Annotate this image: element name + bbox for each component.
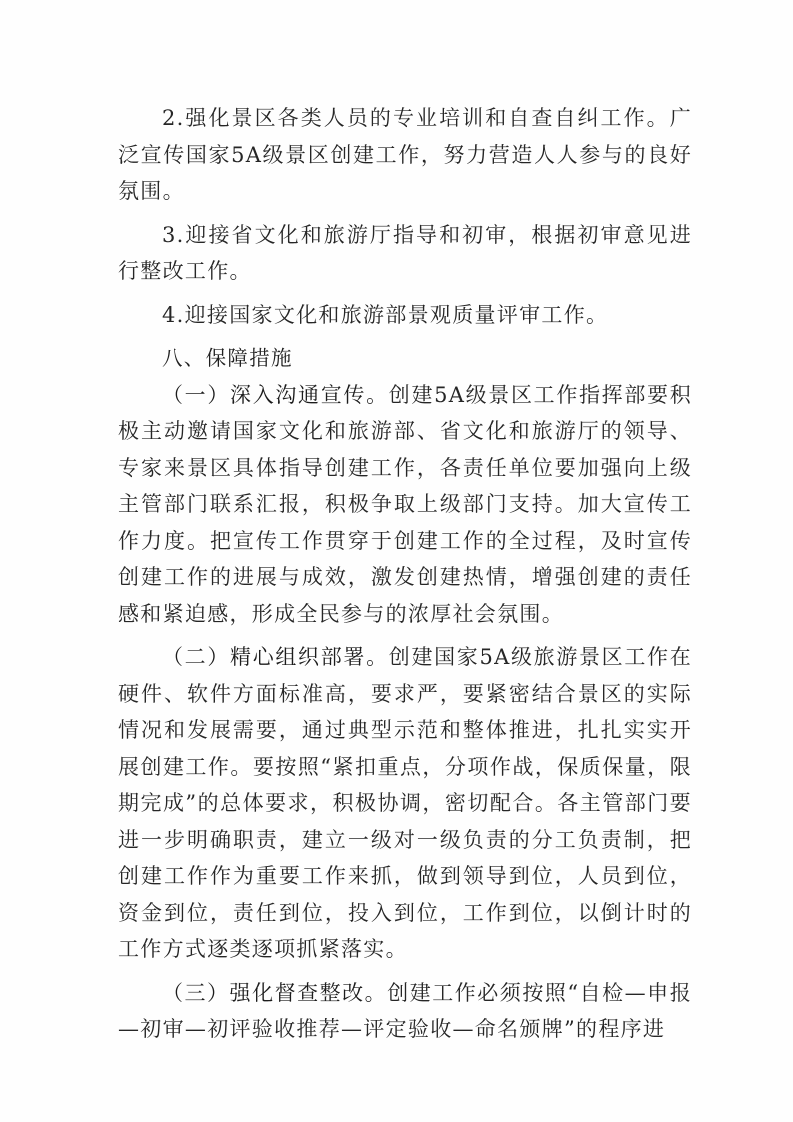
list-item-4: 4.迎接国家文化和旅游部景观质量评审工作。 [162,302,609,327]
paragraph-3-body: 创建工作必须按照“自检—申报—初审—初评验收推荐—评定验收—命名颁牌”的程序进 [118,980,692,1041]
document-body [118,100,692,1048]
list-item-2: 2.强化景区各类人员的专业培训和自查自纠工作。广泛宣传国家5A级景区创建工作，努力营造人人参与的良好氛围。 [118,106,692,203]
paragraph-2-lead: （二）精心组织部署。 [162,645,389,669]
paragraph-3-lead: （三）强化督查整改。 [162,980,388,1005]
list-item-3: 3.迎接省文化和旅游厅指导和初审，根据初审意见进行整改工作。 [118,222,692,283]
paragraph-1-body: 创建5A级景区工作指挥部要积极主动邀请国家文化和旅游部、省文化和旅游厅的领导、专家来景区具体指导创建工作，各责任单位要加强向上级主管部门联系汇报，积极争取上级部门支持。加大宣传工作力度。把宣传工作贯穿于创建工作的全过程，及时宣传创建工作的进展与成效，激发创建热情，增强创建的责任感和紧迫感，形成全民参与的浓厚社会氛围。 [118,382,692,626]
paragraph-1-lead: （一）深入沟通宣传。 [162,382,389,407]
paragraph-1 [118,377,692,633]
paragraph-3 [118,975,692,1048]
section-heading: 八、保障措施 [162,346,293,370]
paragraph-2-body: 创建国家5A级旅游景区工作在硬件、软件方面标准高，要求严，要紧密结合景区的实际情况和发展需要，通过典型示范和整体推进，扎扎实实开展创建工作。要按照“紧扣重点，分项作战，保质保量，限期完成”的总体要求，积极协调，密切配合。各主管部门要进一步明确职责，建立一级对一级负责的分工负责制，把创建工作作为重要工作来抓，做到领导到位，人员到位，资金到位，责任到位，投入到位，工作到位，以倒计时的工作方式逐类逐项抓紧落实。 [118,645,692,961]
paragraph-2 [118,639,692,968]
